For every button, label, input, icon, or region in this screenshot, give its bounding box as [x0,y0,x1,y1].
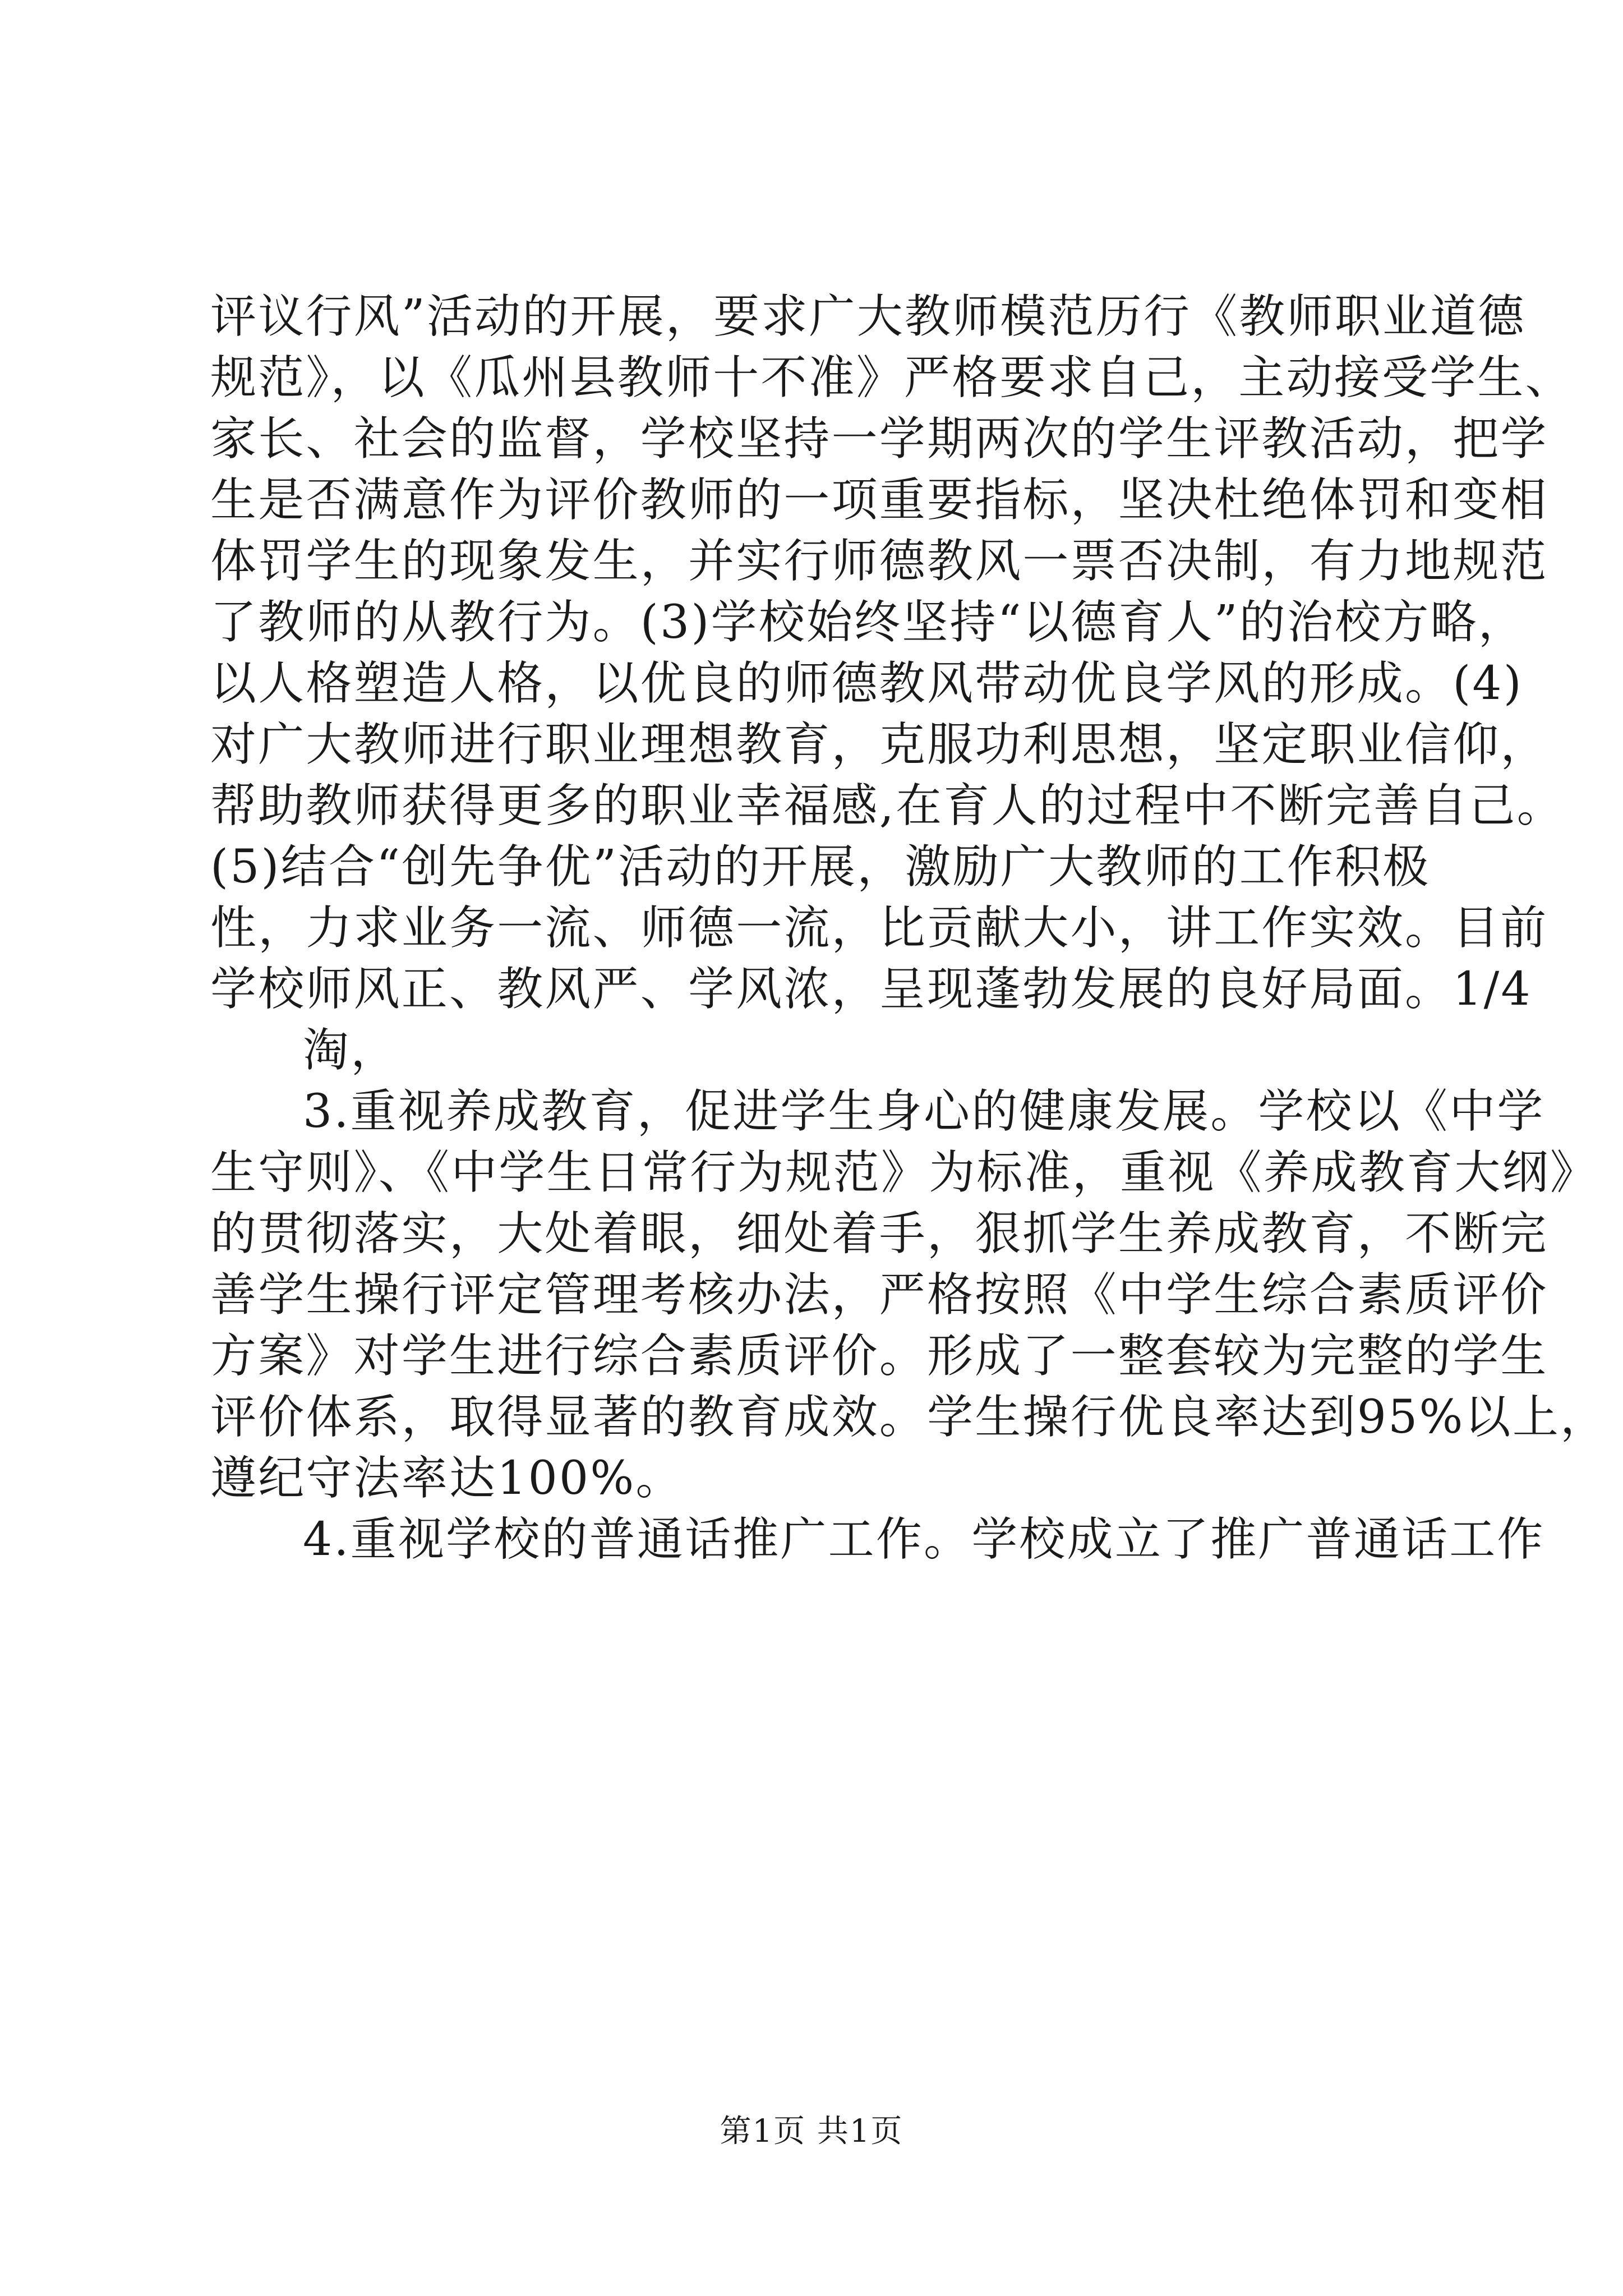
text-line: 方案》对学生进行综合素质评价。形成了一整套较为完整的学生 [210,1329,1548,1383]
text-line: 学校师风正、教风严、学风浓，呈现蓬勃发展的良好局面。1/4 [210,963,1532,1016]
text-line: (5)结合“创先争优”活动的开展，激励广大教师的工作积极 [210,840,1431,894]
text-line: 对广大教师进行职业理想教育，克服功利思想，坚定职业信仰， [210,718,1548,771]
text-line: 体罚学生的现象发生，并实行师德教风一票否决制，有力地规范 [210,535,1548,588]
text-line: 善学生操行评定管理考核办法，严格按照《中学生综合素质评价 [210,1268,1548,1322]
paragraph-start-4: 4.重视学校的普通话推广工作。学校成立了推广普通话工作 [303,1513,1545,1566]
paragraph-start-3: 3.重视养成教育，促进学生身心的健康发展。学校以《中学 [303,1085,1545,1138]
text-line: 规范》，以《瓜州县教师十不准》严格要求自己，主动接受学生、 [210,351,1573,404]
text-line: 以人格塑造人格，以优良的师德教风带动优良学风的形成。(4) [210,657,1523,710]
text-line: 遵纪守法率达100%。 [210,1452,684,1505]
text-line: 评价体系，取得显著的教育成效。学生操行优良率达到95%以上， [210,1391,1608,1444]
text-line: 评议行风”活动的开展，要求广大教师模范历行《教师职业道德 [210,290,1526,343]
text-line: 帮助教师获得更多的职业幸福感,在育人的过程中不断完善自己。 [210,779,1565,832]
text-line: 家长、社会的监督，学校坚持一学期两次的学生评教活动，把学 [210,412,1548,466]
body-text [210,286,1608,1570]
text-line: 生是否满意作为评价教师的一项重要指标，坚决杜绝体罚和变相 [210,473,1548,527]
text-line: 淘， [303,1024,399,1077]
text-line: 的贯彻落实，大处着眼，细处着手，狠抓学生养成教育，不断完 [210,1207,1548,1260]
text-line: 性，力求业务一流、师德一流，比贡献大小，讲工作实效。目前 [210,901,1548,955]
text-line: 了教师的从教行为。(3)学校始终坚持“以德育人”的治校方略， [210,596,1526,649]
page-footer: 第1页 共1页 [720,2113,903,2150]
text-line: 生守则》、《中学生日常行为规范》为标准，重视《养成教育大纲》 [210,1146,1598,1199]
